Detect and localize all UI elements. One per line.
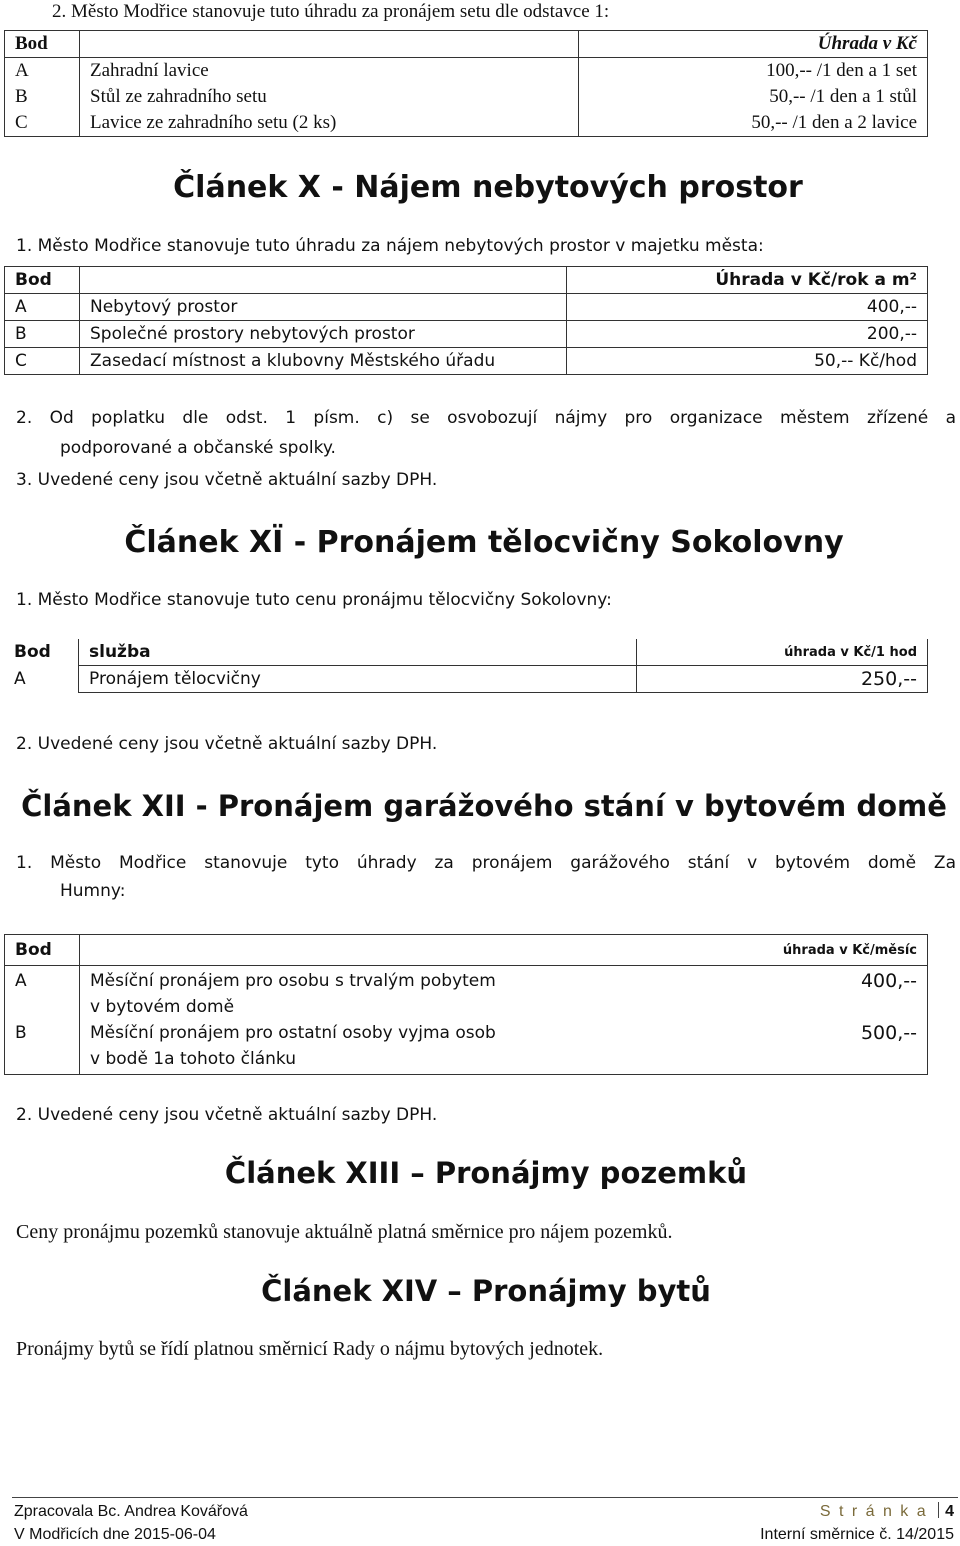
set-rental-paragraph: 2. Město Modřice stanovuje tuto úhradu za pronájem setu dle odstavce 1: [52,1,610,22]
price-header: úhrada v Kč/1 hod [637,639,928,666]
article-xi-item2: 2. Uvedené ceny jsou včetně aktuální sazby DPH. [16,734,438,754]
table-row: A Zahradní lavice 100,-- /1 den a 1 set [5,58,928,85]
article-x-item1: 1. Město Modřice stanovuje tuto úhradu za nájem nebytových prostor v majetku města: [16,236,764,256]
table-row: C Zasedací místnost a klubovny Městského úřadu 50,-- Kč/hod [5,348,928,375]
item-header [80,31,579,58]
price-header: Úhrada v Kč/rok a m² [567,267,928,294]
article-xii-heading: Článek XII - Pronájem garážového stání v bytovém domě [21,789,947,823]
table-row: C Lavice ze zahradního setu (2 ks) 50,-- /1 den a 2 lavice [5,110,928,137]
item-header [80,935,648,966]
table-header-row [5,31,928,58]
article-xi-item1: 1. Město Modřice stanovuje tuto cenu pronájmu tělocvičny Sokolovny: [16,590,612,610]
article-xiv-text: Pronájmy bytů se řídí platnou směrnicí Rady o nájmu bytových jednotek. [16,1338,604,1360]
bod-header: Bod [14,642,51,663]
footer-author: Zpracovala Bc. Andrea Kovářová [14,1503,248,1520]
footer-page-separator [938,1502,939,1518]
item-header [80,267,567,294]
footer-page [820,1501,954,1523]
price-header: úhrada v Kč/měsíc [647,935,928,966]
article-xiii-text: Ceny pronájmu pozemků stanovuje aktuálně platná směrnice pro nájem pozemků. [16,1221,673,1243]
article-x-item3: 3. Uvedené ceny jsou včetně aktuální sazby DPH. [16,470,438,490]
gym-table [4,639,928,693]
table-header-row [5,267,928,294]
table-header-row [4,639,928,666]
non-residential-table [4,266,928,375]
table-row: B Stůl ze zahradního setu 50,-- /1 den a 1 stůl [5,84,928,110]
table-row: A Pronájem tělocvičny 250,-- [4,666,928,693]
footer-divider [12,1497,958,1498]
article-x-item2: 2. Od poplatku dle odst. 1 písm. c) se osvobozují nájmy pro organizace městem zřízené a [16,408,956,428]
article-xii-item2: 2. Uvedené ceny jsou včetně aktuální sazby DPH. [16,1105,438,1125]
article-xii-item1: 1. Město Modřice stanovuje tyto úhrady za pronájem garážového stání v bytovém domě Za [16,853,956,873]
article-xiii-heading: Článek XIII – Pronájmy pozemků [224,1156,748,1190]
table-row: B Společné prostory nebytových prostor 200,-- [5,321,928,348]
article-x-item2-cont: podporované a občanské spolky. [60,438,336,458]
footer-date: V Modřicích dne 2015-06-04 [14,1526,216,1543]
footer-doc-id: Interní směrnice č. 14/2015 [760,1526,954,1543]
bod-header: Bod [5,935,80,966]
table-row: A Nebytový prostor 400,-- [5,294,928,321]
set-rental-table [4,30,928,137]
table-row: A Měsíční pronájem pro osobu s trvalým pobytem v bytovém domě 400,-- [5,966,928,1021]
table-row: B Měsíční pronájem pro ostatní osoby vyjma osob v bodě 1a tohoto článku 500,-- [5,1020,928,1075]
service-header: služba [79,639,637,666]
bod-header: Bod [5,267,80,294]
article-xi-heading: Článek XÏ - Pronájem tělocvičny Sokolovny [124,525,844,560]
table-header-row [5,935,928,966]
article-xii-item1-cont: Humny: [60,881,126,901]
article-xiv-heading: Článek XIV – Pronájmy bytů [261,1274,711,1308]
garage-table [4,934,928,1075]
footer-page-label: S t r á n k a [819,1503,928,1520]
price-header: Úhrada v Kč [579,31,928,58]
footer-page-number: 4 [945,1503,954,1520]
bod-header: Bod [5,31,80,58]
article-x-heading: Článek X - Nájem nebytových prostor [173,170,803,205]
